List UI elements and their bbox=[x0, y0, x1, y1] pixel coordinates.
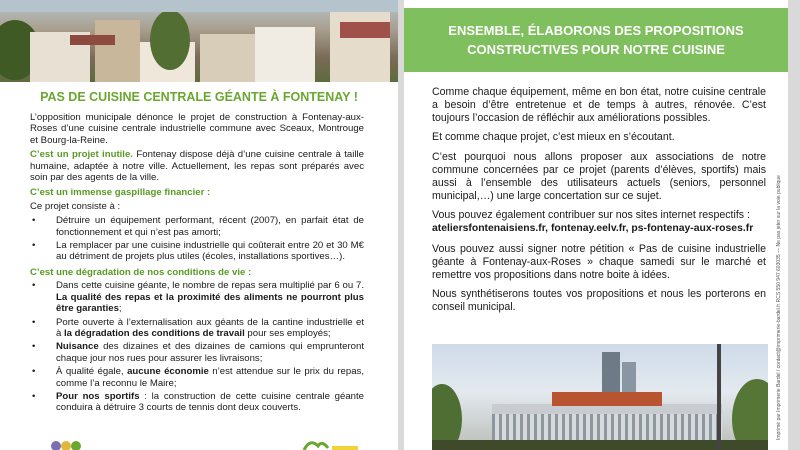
party-logo-right bbox=[300, 438, 360, 450]
item-bold: La qualité des repas et la proximité des aliments ne pourront plus être garanties bbox=[56, 291, 364, 315]
section-financial-lead: Ce projet consiste à : bbox=[30, 200, 121, 212]
printer-credit: Imprimé par Imprimerie Bardel / contact@imprimerie-bardel.fr RCS 550 947 603035 — Ne pas jeter sur la voie publique bbox=[776, 175, 782, 440]
modern-building-photo bbox=[432, 344, 768, 450]
intro-paragraph: L’opposition municipale dénonce le projet de construction à Fontenay-aux-Roses d’une cuisine centrale industrielle commune avec Sceaux, Montrouge et Bourg-la-Reine. bbox=[30, 112, 364, 146]
living-list bbox=[30, 280, 364, 413]
item-bold: la dégradation des conditions de travail bbox=[64, 327, 245, 339]
item-text: Dans cette cuisine géante, le nombre de repas sera multiplié par 6 ou 7. bbox=[56, 280, 364, 292]
paragraph-petition: Vous pouvez aussi signer notre pétition « Pas de cuisine industrielle géante à Fontenay-aux-Roses » chaque samedi sur le marché et remettre vos propositions dans notre boite à idées. bbox=[432, 242, 766, 281]
banner-line-1: ENSEMBLE, ÉLABORONS DES PROPOSITIONS bbox=[448, 23, 744, 38]
section-useless-text: Fontenay dispose déjà d’une cuisine centrale à taille humaine, adaptée à notre ville. Actuellement, les repas sont préparés avec soin par des agents de la ville. bbox=[30, 149, 364, 184]
list-item bbox=[30, 391, 364, 414]
proposals-banner bbox=[404, 8, 788, 72]
item-end: ; bbox=[118, 303, 122, 315]
banner-line-2: CONSTRUCTIVES POUR NOTRE CUISINE bbox=[467, 42, 725, 57]
list-item bbox=[30, 317, 364, 340]
list-item: • La remplacer par une cuisine industrielle qui coûterait entre 20 et 30 M€ au détriment de projets plus utiles (écoles, installations sportives…). bbox=[30, 240, 364, 263]
item-end: n’est attendue sur le prix du repas, comme l’a reconnu le Maire; bbox=[56, 366, 365, 389]
websites-links: ateliersfontenaisiens.fr, fontenay.eelv.fr, ps-fontenay-aux-roses.fr bbox=[432, 223, 754, 235]
financial-list bbox=[30, 215, 364, 263]
paragraph-websites bbox=[432, 209, 766, 236]
item-text: À qualité égale, bbox=[56, 366, 128, 378]
left-page bbox=[0, 0, 398, 450]
list-item bbox=[30, 341, 364, 364]
section-living-head: C’est une dégradation de nos conditions de vie : bbox=[30, 266, 252, 278]
footer-logos bbox=[30, 438, 370, 450]
town-rooftops-photo bbox=[0, 0, 398, 82]
right-page-body bbox=[432, 86, 766, 321]
section-useless-head: C’est un projet inutile. bbox=[30, 149, 133, 161]
left-page-title: PAS DE CUISINE CENTRALE GÉANTE À FONTENAY ! bbox=[40, 90, 358, 104]
item-bold: aucune économie bbox=[127, 366, 209, 378]
websites-lead: Vous pouvez également contribuer sur nos sites internet respectifs : bbox=[432, 209, 750, 222]
item-text: Porte ouverte à l’externalisation aux géants de la cantine industrielle et à bbox=[56, 316, 364, 339]
paragraph-maintenance: Comme chaque équipement, même en bon état, notre cuisine centrale a besoin d’être entretenue et de temps à autres, rénovée. C’est toujours l’occasion de réfléchir aux améliorations possibles. bbox=[432, 86, 766, 124]
section-financial-head: C’est un immense gaspillage financier : bbox=[30, 187, 211, 199]
section-useless bbox=[30, 149, 364, 183]
left-page-body bbox=[30, 112, 364, 416]
item-bold: Pour nos sportifs bbox=[56, 390, 140, 402]
list-item bbox=[30, 280, 364, 314]
item-text: des dizaines et des dizaines de camions qui emprunteront chaque jour nos rues pour assurer les livraisons; bbox=[56, 341, 364, 364]
paragraph-synthesis: Nous synthétiserons toutes vos propositions et nous les porterons en conseil municipal. bbox=[432, 288, 766, 314]
list-item: • Détruire un équipement performant, récent (2007), en parfait état de fonctionnement et qui n’est pas amorti; bbox=[30, 215, 364, 238]
paragraph-listening: Et comme chaque projet, c’est mieux en s’écoutant. bbox=[432, 131, 675, 144]
item-text: : la construction de cette cuisine centrale géante conduira à détruire 3 courts de tennis dont deux couverts. bbox=[56, 390, 364, 414]
list-item bbox=[30, 366, 364, 389]
item-bold: Nuisance bbox=[56, 341, 99, 353]
item-end: pour ses employés; bbox=[244, 327, 331, 339]
party-logo-left bbox=[50, 440, 84, 450]
right-page bbox=[404, 0, 788, 450]
paragraph-consultation: C’est pourquoi nous allons proposer aux associations de notre commune concernées par ce projet (parents d’élèves, sportifs) mais aussi à l’ensemble des utilisateurs actuels (seniors, personnel municipal,…) une large concertation sur ce sujet. bbox=[432, 151, 766, 202]
